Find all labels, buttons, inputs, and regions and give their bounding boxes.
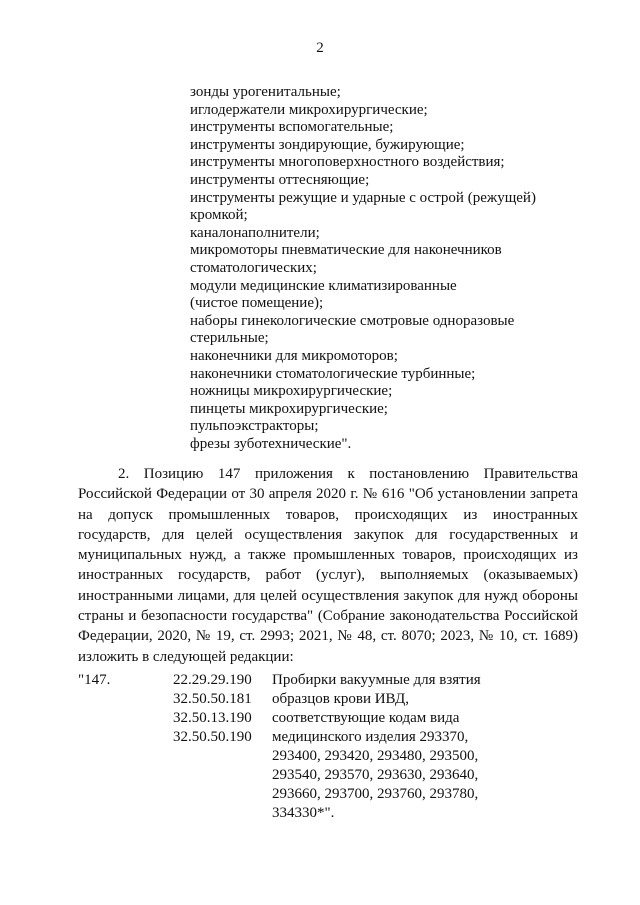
list-item: инструменты вспомогательные; [190, 119, 394, 136]
list-item: пульпоэкстракторы; [190, 418, 319, 435]
list-item: ножницы микрохирургические; [190, 383, 393, 400]
amendment-paragraph: 2. Позицию 147 приложения к постановлению Правительства Российской Федерации от 30 апреля 2020 г. № 616 "Об установлении запрета на допуск промышленных товаров, происходящих из иностранных государств, для целей осуществления закупок для государственных и муниципальных нужд, а также промышленных товаров, происходящих из иностранных государств, работ (услуг), выполняемых (оказываемых) иностранными лицами, для целей осуществления закупок для нужд обороны страны и безопасности государства" (Собрание законодательства Российской Федерации, 2020, № 19, ст. 2993; 2021, № 48, ст. 8070; 2023, № 10, ст. 1689) изложить в следующей редакции: [78, 466, 578, 665]
list-item: инструменты режущие и ударные с острой (режущей) [190, 189, 536, 206]
entry-number: "147. [78, 672, 111, 688]
entry-description: Пробирки вакуумные для взятия образцов крови ИВД, соответствующие кодам вида медицинского изделия 293370, 293400, 293420, 293480, 293500, 293540, 293570, 293630, 293640, 293660, 293700, 293760, 293780, 334330*". [272, 672, 481, 821]
list-item: кромкой; [190, 207, 248, 224]
list-item: пинцеты микрохирургические; [190, 400, 388, 417]
device-list [190, 84, 570, 453]
list-item: зонды урогенитальные; [190, 84, 341, 100]
list-item: модули медицинские климатизированные [190, 277, 457, 294]
list-item: наконечники для микромоторов; [190, 347, 398, 364]
list-item: стоматологических; [190, 259, 317, 276]
list-item: наконечники стоматологические турбинные; [190, 365, 476, 382]
list-item: фрезы зуботехнические". [190, 435, 352, 452]
entry-codes [173, 671, 252, 747]
entry-code: 22.29.29.190 [173, 672, 252, 688]
list-item: инструменты оттесняющие; [190, 171, 370, 188]
entry-code: 32.50.13.190 [173, 710, 252, 726]
list-item: микромоторы пневматические для наконечников [190, 242, 502, 259]
list-item: (чистое помещение); [190, 295, 324, 312]
page-number: 2 [316, 40, 324, 56]
entry-code: 32.50.50.190 [173, 729, 252, 745]
list-item: стерильные; [190, 330, 269, 347]
list-item: иглодержатели микрохирургические; [190, 101, 428, 118]
list-item: каналонаполнители; [190, 224, 320, 241]
entry-code: 32.50.50.181 [173, 691, 252, 707]
list-item: инструменты зондирующие, бужирующие; [190, 136, 465, 153]
list-item: наборы гинекологические смотровые одноразовые [190, 312, 515, 329]
list-item: инструменты многоповерхностного воздействия; [190, 154, 505, 171]
